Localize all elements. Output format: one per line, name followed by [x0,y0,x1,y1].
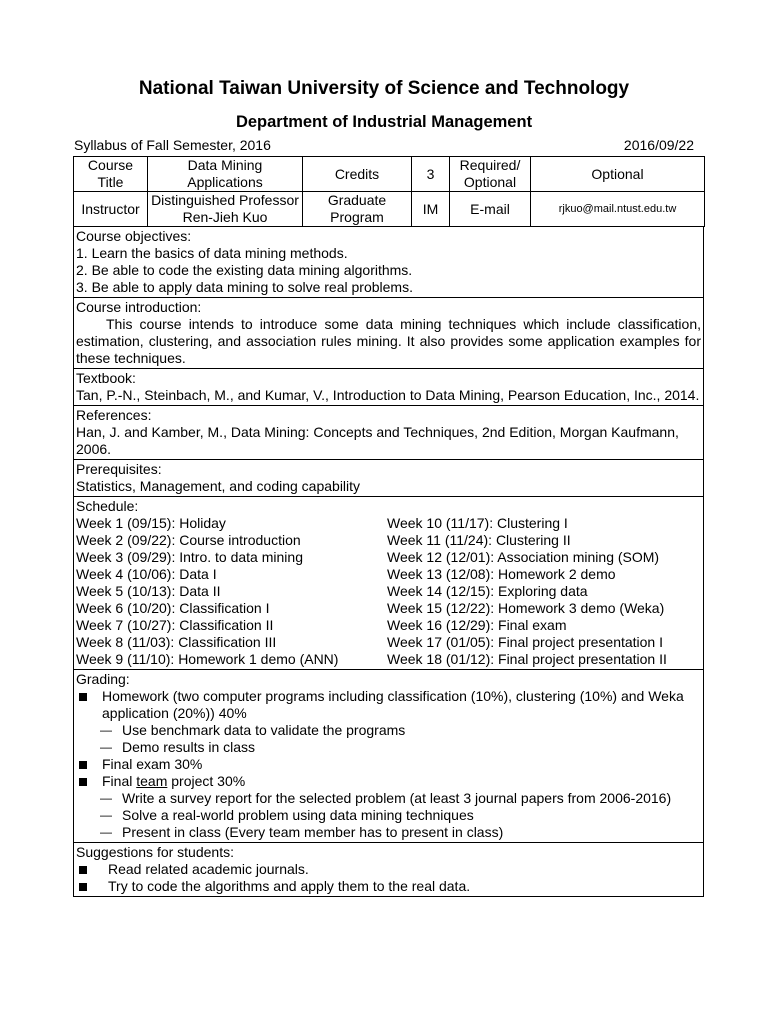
prerequisites-section [74,459,703,496]
list-item: 1. Learn the basics of data mining methods. [76,245,348,261]
instructor-value: Distinguished Professor Ren-Jieh Kuo [148,192,303,227]
list-item: Week 2 (09/22): Course introduction [76,532,301,548]
grading-final-exam: Final exam 30% [76,756,701,773]
grading-homework: Homework (two computer programs including classification (10%), clustering (10%) and Weka application (20%)) 40% [76,688,701,722]
section-heading: Textbook: [76,370,136,386]
list-item: Week 1 (09/15): Holiday [76,515,226,531]
list-item: Week 9 (11/10): Homework 1 demo (ANN) [76,651,339,667]
references-text: Han, J. and Kamber, M., Data Mining: Concepts and Techniques, 2nd Edition, Morgan Kaufmann, 2006. [76,424,679,457]
prerequisites-text: Statistics, Management, and coding capability [76,478,361,494]
required-label: Required/ Optional [450,157,531,192]
grading-sub-item: — Solve a real-world problem using data mining techniques [76,807,701,824]
list-item: 3. Be able to apply data mining to solve real problems. [76,279,413,295]
list-item: Week 17 (01/05): Final project presentation I [387,634,664,650]
suggestion-item: Try to code the algorithms and apply them to the real data. [76,878,701,895]
university-title: National Taiwan University of Science and Technology [138,78,630,99]
list-item: Week 11 (11/24): Clustering II [387,532,571,548]
list-item: Week 6 (10/20): Classification I [76,600,270,616]
list-item: 2. Be able to code the existing data mining algorithms. [76,262,413,278]
program-value: Graduate Program [303,192,412,227]
project-suffix: project 30% [167,773,246,789]
introduction-section [74,297,703,368]
email-label: E-mail [450,192,531,227]
semester-label: Syllabus of Fall Semester, 2016 [74,137,271,153]
list-item: Week 7 (10/27): Classification II [76,617,274,633]
schedule-right-column [387,515,701,668]
section-heading: Suggestions for students: [76,844,234,860]
syllabus-date: 2016/09/22 [623,137,694,153]
project-team: team [136,773,168,789]
syllabus-sections [73,226,704,897]
grading-sub-item: — Present in class (Every team member has to present in class) [76,824,701,841]
list-item: Week 15 (12/22): Homework 3 demo (Weka) [387,600,665,616]
schedule-left-column [76,515,387,668]
list-item: Week 10 (11/17): Clustering I [387,515,568,531]
department-title: Department of Industrial Management [235,113,533,131]
grading-sub-item: — Write a survey report for the selected problem (at least 3 journal papers from 2006-2016) [76,790,701,807]
list-item: Week 14 (12/15): Exploring data [387,583,588,599]
course-title-label: Course Title [74,157,148,192]
project-prefix: Final [102,773,137,789]
list-item: Week 4 (10/06): Data I [76,566,217,582]
grading-sub-item: — Demo results in class [76,739,701,756]
list-item: Week 16 (12/29): Final exam [387,617,567,633]
list-item: Week 13 (12/08): Homework 2 demo [387,566,616,582]
schedule-columns [76,515,701,668]
course-title-value: Data Mining Applications [148,157,303,192]
list-item: Week 8 (11/03): Classification III [76,634,277,650]
section-heading: Course objectives: [76,228,192,244]
course-info-table [73,156,705,227]
list-item: Week 3 (09/29): Intro. to data mining [76,549,303,565]
table-row [74,157,705,192]
textbook-text: Tan, P.-N., Steinbach, M., and Kumar, V., Introduction to Data Mining, Pearson Education, Inc., 2014. [76,387,700,403]
credits-label: Credits [303,157,412,192]
instructor-label: Instructor [74,192,148,227]
grading-final-project [76,773,701,790]
list-item: Week 12 (12/01): Association mining (SOM) [387,549,660,565]
section-heading: Prerequisites: [76,461,162,477]
grading-section [74,669,703,842]
section-heading: Course introduction: [76,299,202,315]
suggestions-section [74,842,703,896]
section-heading: Schedule: [76,498,139,514]
objectives-section [74,226,703,297]
grading-sub-item: — Use benchmark data to validate the programs [76,722,701,739]
references-section [74,405,703,459]
section-heading: References: [76,407,152,423]
introduction-text: This course intends to introduce some data mining techniques which include classification, estimation, clustering, and association rules mining. It also provides some application examples for these techniques. [76,316,701,366]
list-item: Week 18 (01/12): Final project presentation II [387,651,667,667]
email-value: rjkuo@mail.ntust.edu.tw [531,192,705,227]
textbook-section [74,368,703,405]
list-item: Week 5 (10/13): Data II [76,583,221,599]
suggestion-item: Read related academic journals. [76,861,701,878]
dept-code: IM [412,192,450,227]
required-value: Optional [531,157,705,192]
section-heading: Grading: [76,671,130,687]
schedule-section [74,496,703,669]
credits-value: 3 [412,157,450,192]
table-row [74,192,705,227]
